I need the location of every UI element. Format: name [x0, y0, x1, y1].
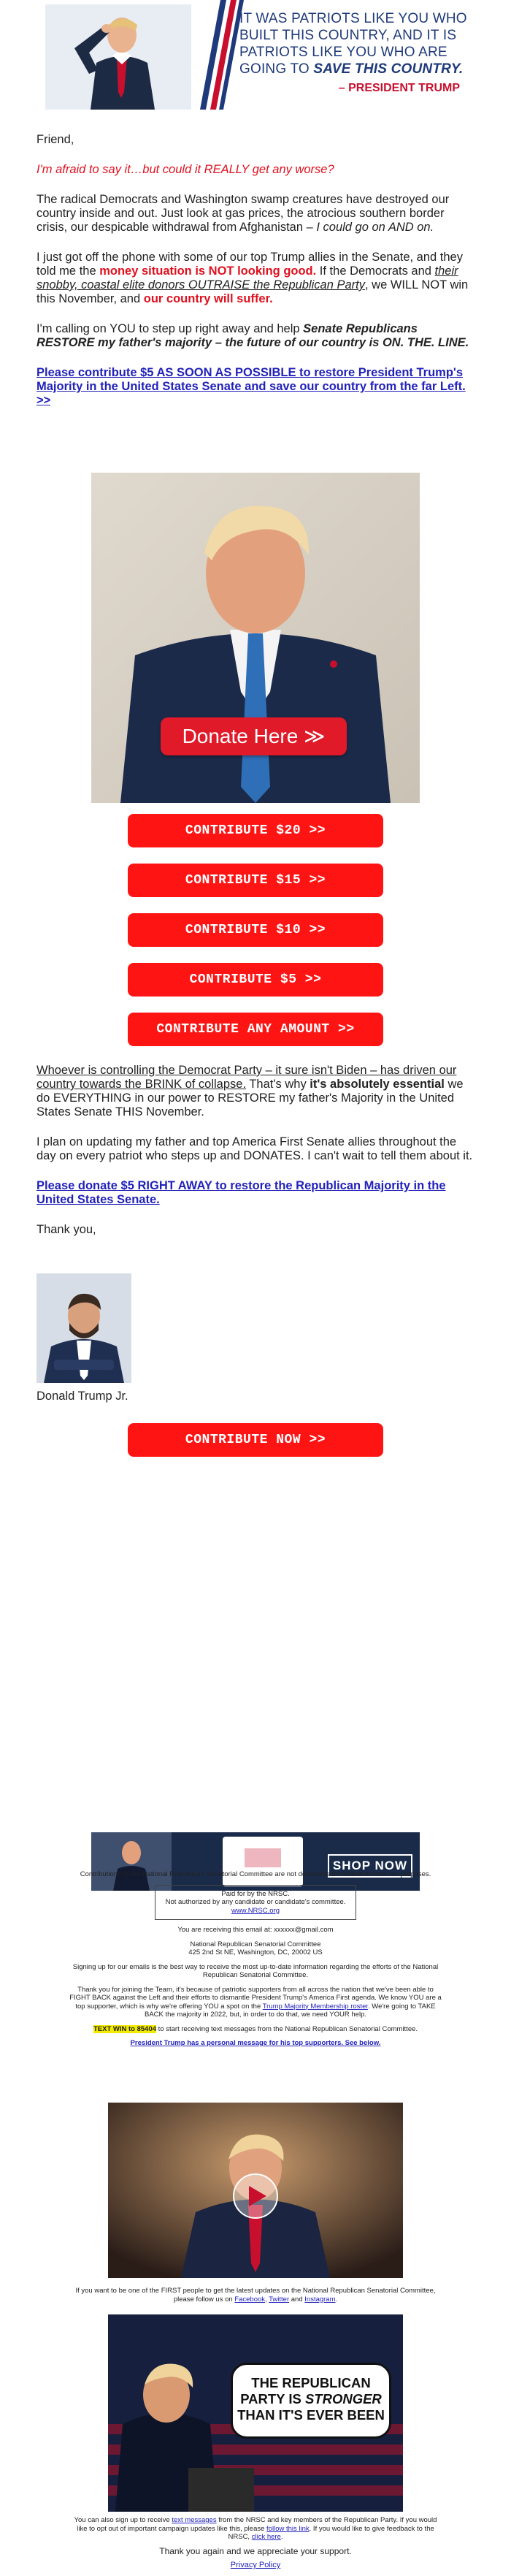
hero-photo[interactable] — [91, 473, 420, 803]
signer-name: Donald Trump Jr. — [36, 1390, 128, 1403]
paragraph-updates: I plan on updating my father and top America First Senate allies throughout the day on every patriot who steps up and DONATES. I can't wait to tell them about it. — [36, 1135, 473, 1162]
sms-note: You can also sign up to receive text messages from the NRSC and key members of the Republican Party. If you would like to opt out of important campaign updates like this, please follow this link. If you would like to give feedback to the NRSC, click here. — [74, 2516, 437, 2541]
greeting: Friend, — [36, 133, 74, 146]
intro-line: I'm afraid to say it…but could it REALLY get any worse? — [36, 163, 334, 176]
opt-out-link[interactable]: follow this link — [266, 2524, 310, 2533]
video-thumbnail[interactable] — [108, 2103, 403, 2278]
signup-note: Signing up for our emails is the best way to receive the most up-to-date information regarding the efforts of the National Republican Senatorial Committee. — [72, 1962, 439, 1979]
paragraph-democrat-party: Whoever is controlling the Democrat Party – it sure isn't Biden – has driven our country towards the BRINK of collapse. That's why it's absolutely essential we do EVERYTHING in our power to RESTORE my father's Majority in the United States Senate THIS November. — [36, 1064, 464, 1119]
stronger-speech-bubble: THE REPUBLICAN PARTY IS STRONGER THAN IT'S EVER BEEN — [231, 2363, 391, 2439]
signer-photo — [36, 1273, 131, 1383]
tax-note: Contributions to the National Republican Senatorial Committee are not deductible for federal income tax purposes. — [80, 1870, 431, 1878]
contribute-5-link[interactable]: Please contribute $5 AS SOON AS POSSIBLE to restore President Trump's Majority in the United States Senate and save our country from the far Left. >> — [36, 366, 466, 407]
contribute-now-button[interactable]: CONTRIBUTE NOW >> — [128, 1423, 383, 1457]
follow-note-wrap — [69, 2287, 442, 2309]
text-messages-link[interactable]: text messages — [172, 2516, 217, 2524]
video-caption-link[interactable]: President Trump has a personal message for his top supporters. See below. — [130, 2039, 381, 2047]
paragraph-call-to-action: I'm calling on YOU to step up right away and help Senate Republicans RESTORE my father's majority – the future of our country is ON. THE. LINE. — [36, 322, 469, 349]
facebook-link[interactable]: Facebook — [234, 2295, 266, 2303]
text-win-note: TEXT WIN to 85404 to start receiving text messages from the National Republican Senatorial Committee. — [93, 2024, 418, 2033]
header-signature: – PRESIDENT TRUMP — [338, 82, 460, 94]
contribute-5-button[interactable]: CONTRIBUTE $5 >> — [128, 963, 383, 997]
email-body — [36, 133, 474, 424]
footer — [69, 1870, 442, 2054]
email-body-continued — [36, 1064, 474, 1253]
header-banner — [36, 0, 474, 110]
play-icon[interactable] — [234, 2174, 277, 2218]
sms-note-wrap — [69, 2516, 442, 2576]
twitter-link[interactable]: Twitter — [269, 2295, 290, 2303]
thank-support: Thank you again and we appreciate your support. — [159, 2545, 352, 2556]
shop-now-button[interactable]: SHOP NOW — [328, 1854, 412, 1878]
privacy-policy-link[interactable]: Privacy Policy — [230, 2561, 281, 2569]
paid-for-box: Paid for by the NRSC. Not authorized by any candidate or candidate's committee. www.NRSC.org — [155, 1885, 357, 1921]
stronger-poster — [108, 2314, 403, 2512]
feedback-link[interactable]: click here — [251, 2533, 281, 2541]
instagram-link[interactable]: Instagram — [304, 2295, 336, 2303]
donate-here-button[interactable]: Donate Here ≫ — [161, 717, 347, 755]
nrsc-link[interactable]: www.NRSC.org — [231, 1906, 280, 1915]
paragraph-destroyed: The radical Democrats and Washington swamp creatures have destroyed our country inside and out. Just look at gas prices, the atrocious southern border crisis, our despicable withdrawal from Afghanistan – I could go on AND on. — [36, 193, 450, 234]
membership-note: Thank you for joining the Team, it's because of patriotic supporters from all across the nation that we've been able to FIGHT BACK against the Left and their efforts to dismantle President Trump's America First agenda. We know YOU are a top supporter, which is why we're offering YOU a spot on the Trump Majority Membership roster. We're going to TAKE BACK the majority in 2022, but, in order to do that, we need YOUR help. — [69, 1985, 442, 2019]
contribute-20-button[interactable]: CONTRIBUTE $20 >> — [128, 814, 383, 847]
membership-roster-link[interactable]: Trump Majority Membership roster — [262, 2002, 368, 2011]
thanks-text: Thank you, — [36, 1223, 96, 1236]
paragraph-phone-call: I just got off the phone with some of our top Trump allies in the Senate, and they told me the money situation is NOT looking good. If the Democrats and their snobby, coastal elite donors OUTRAISE the Republican Party, we WILL NOT win this November, and our country will suffer. — [36, 251, 469, 305]
donate-5-link[interactable]: Please donate $5 RIGHT AWAY to restore the Republican Majority in the United States Senate. — [36, 1179, 446, 1206]
org-address: National Republican Senatorial Committee 425 2nd St NE, Washington, DC, 20002 US — [188, 1940, 323, 1956]
contribute-10-button[interactable]: CONTRIBUTE $10 >> — [128, 913, 383, 947]
receiving-email: You are receiving this email at: xxxxxx@gmail.com — [177, 1926, 334, 1934]
header-quote: IT WAS PATRIOTS LIKE YOU WHO BUILT THIS COUNTRY, AND IT IS PATRIOTS LIKE YOU WHO ARE GOING TO SAVE THIS COUNTRY. — [239, 11, 467, 77]
contribute-15-button[interactable]: CONTRIBUTE $15 >> — [128, 864, 383, 897]
trump-salute-photo — [45, 4, 191, 110]
contribute-any-amount-button[interactable]: CONTRIBUTE ANY AMOUNT >> — [128, 1013, 383, 1046]
follow-note: If you want to be one of the FIRST people to get the latest updates on the National Republican Senatorial Committee, please follow us on Facebook, Twitter and Instagram. — [75, 2287, 436, 2303]
